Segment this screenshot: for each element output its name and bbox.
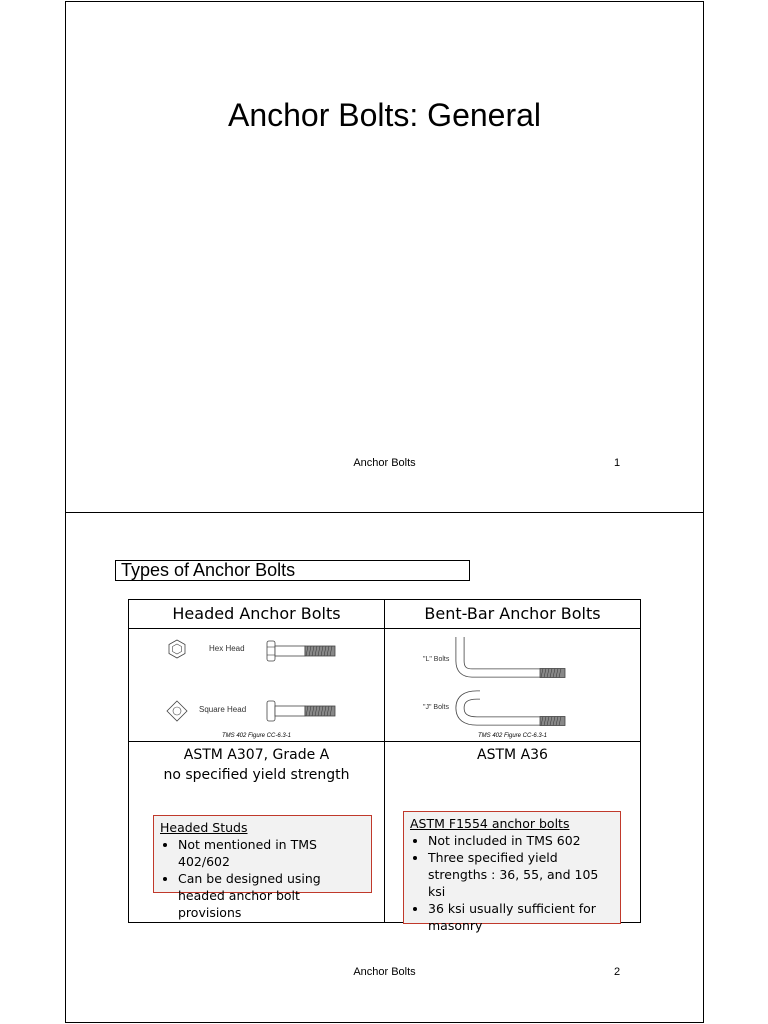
- l-bolt-icon: [460, 637, 563, 673]
- page-number: 2: [614, 966, 621, 978]
- j-bolt-label: "J" Bolts: [423, 704, 449, 711]
- l-bolt-label: "L" Bolts: [423, 656, 450, 663]
- anchor-bolt-table: [128, 599, 641, 933]
- list-item: • Not included in TMS 602: [428, 832, 614, 849]
- page-number: 1: [614, 457, 621, 469]
- square-head-label: Square Head: [199, 705, 247, 714]
- square-bolt-icon: [267, 701, 275, 721]
- headed-yield-note: no specified yield strength: [163, 767, 350, 783]
- hex-head-label: Hex Head: [209, 644, 245, 653]
- bent-figure-caption: TMS 402 Figure CC-6.3-1: [477, 733, 548, 739]
- slide-title: Anchor Bolts: General: [227, 97, 542, 133]
- headed-bolts-drawing: [129, 629, 385, 741]
- f1554-title: ASTM F1554 anchor bolts: [410, 816, 570, 831]
- slide-footer: Anchor Bolts: [353, 457, 416, 469]
- slide-2: [65, 512, 704, 1023]
- headed-studs-note: [153, 815, 372, 920]
- headed-studs-title: Headed Studs: [160, 820, 248, 835]
- bent-standard-cell: [385, 742, 641, 933]
- list-item: • Can be designed using headed anchor bolt provisions: [178, 870, 365, 921]
- bent-bolts-drawing: [385, 629, 641, 741]
- list-item: • 36 ksi usually sufficient for masonry: [428, 900, 614, 934]
- headed-studs-list: [160, 836, 365, 921]
- list-item: • Not mentioned in TMS 402/602: [178, 836, 365, 870]
- headed-column-header: Headed Anchor Bolts: [129, 600, 385, 629]
- square-head-icon: [167, 701, 187, 721]
- slide-footer: Anchor Bolts: [353, 966, 416, 978]
- headed-figure-caption: TMS 402 Figure CC-6.3-1: [221, 733, 292, 739]
- f1554-note: [403, 811, 621, 933]
- bent-standard: ASTM A36: [477, 747, 548, 763]
- bent-column-header: Bent-Bar Anchor Bolts: [385, 600, 641, 629]
- section-title: Types of Anchor Bolts: [115, 560, 470, 581]
- list-item: • Three specified yield strengths : 36, 55, and 105 ksi: [428, 849, 614, 900]
- headed-standard-cell: [129, 742, 385, 923]
- headed-bolt-figure: [129, 629, 385, 742]
- headed-standard: ASTM A307, Grade A: [183, 747, 330, 763]
- hex-head-icon: [169, 640, 185, 658]
- f1554-list: [410, 832, 614, 934]
- hex-bolt-icon: [267, 641, 275, 661]
- slide-1: [65, 1, 704, 513]
- bent-bolt-figure: [385, 629, 641, 742]
